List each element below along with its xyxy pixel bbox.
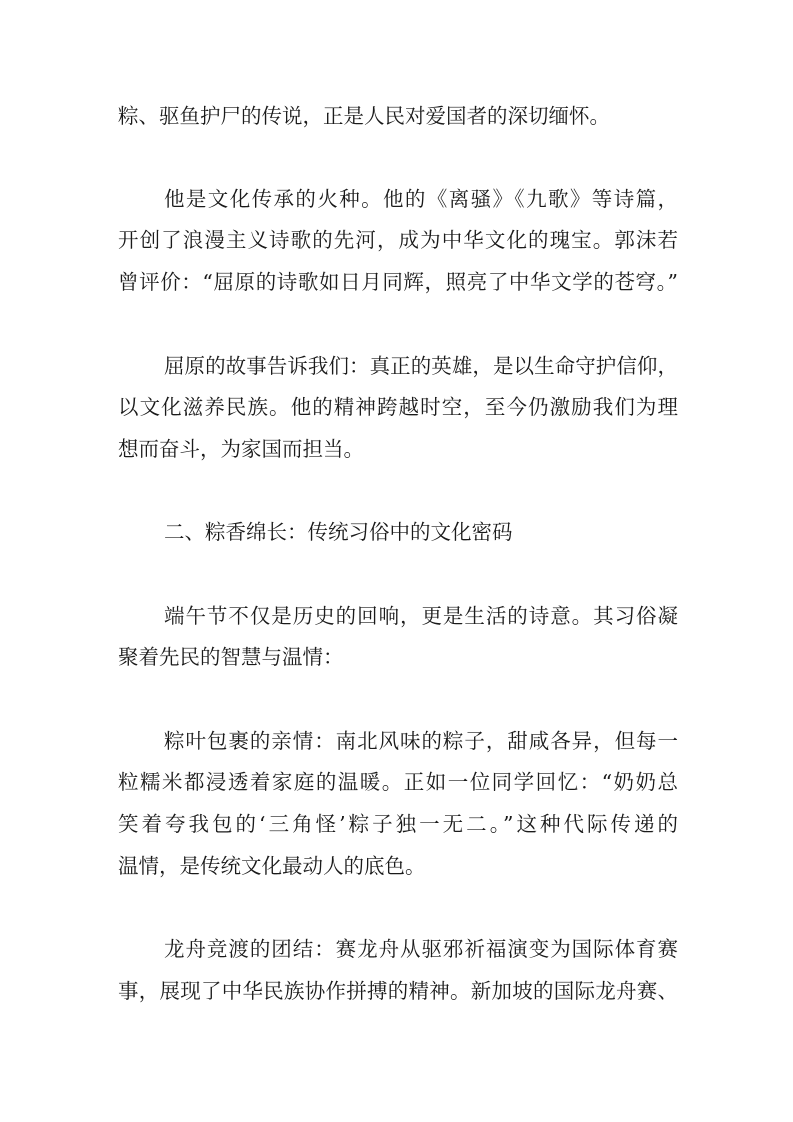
text-line: 屈原的故事告诉我们：真正的英雄，是以生命守护信仰，	[164, 354, 678, 378]
text-line: 温情，是传统文化最动人的底色。	[118, 854, 426, 878]
text-line: 想而奋斗，为家国而担当。	[118, 437, 364, 461]
text-line: 事，展现了中华民族协作拼搏的精神。新加坡的国际龙舟赛、	[118, 979, 678, 1003]
text-line: 曾评价：“屈原的诗歌如日月同辉，照亮了中华文学的苍穹。”	[118, 270, 678, 294]
text-line: 他是文化传承的火种。他的《离骚》《九歌》等诗篇，	[164, 187, 678, 211]
text-line: 聚着先民的智慧与温情：	[118, 645, 344, 669]
text-line: 笑着夸我包的‘三角怪’粽子独一无二。”这种代际传递的	[118, 812, 678, 836]
text-line: 端午节不仅是历史的回响，更是生活的诗意。其习俗凝	[164, 604, 678, 628]
text-line: 粽叶包裹的亲情：南北风味的粽子，甜咸各异，但每一	[164, 729, 678, 753]
text-line: 龙舟竞渡的团结：赛龙舟从驱邪祈福演变为国际体育赛	[164, 937, 678, 961]
text-line: 开创了浪漫主义诗歌的先河，成为中华文化的瑰宝。郭沫若	[118, 228, 678, 252]
text-line: 粒糯米都浸透着家庭的温暖。正如一位同学回忆：“奶奶总	[118, 770, 678, 794]
text-line: 粽、驱鱼护尸的传说，正是人民对爱国者的深切缅怀。	[118, 104, 610, 128]
section-heading: 二、粽香绵长：传统习俗中的文化密码	[164, 520, 513, 544]
text-line: 以文化滋养民族。他的精神跨越时空，至今仍激励我们为理	[118, 395, 678, 419]
